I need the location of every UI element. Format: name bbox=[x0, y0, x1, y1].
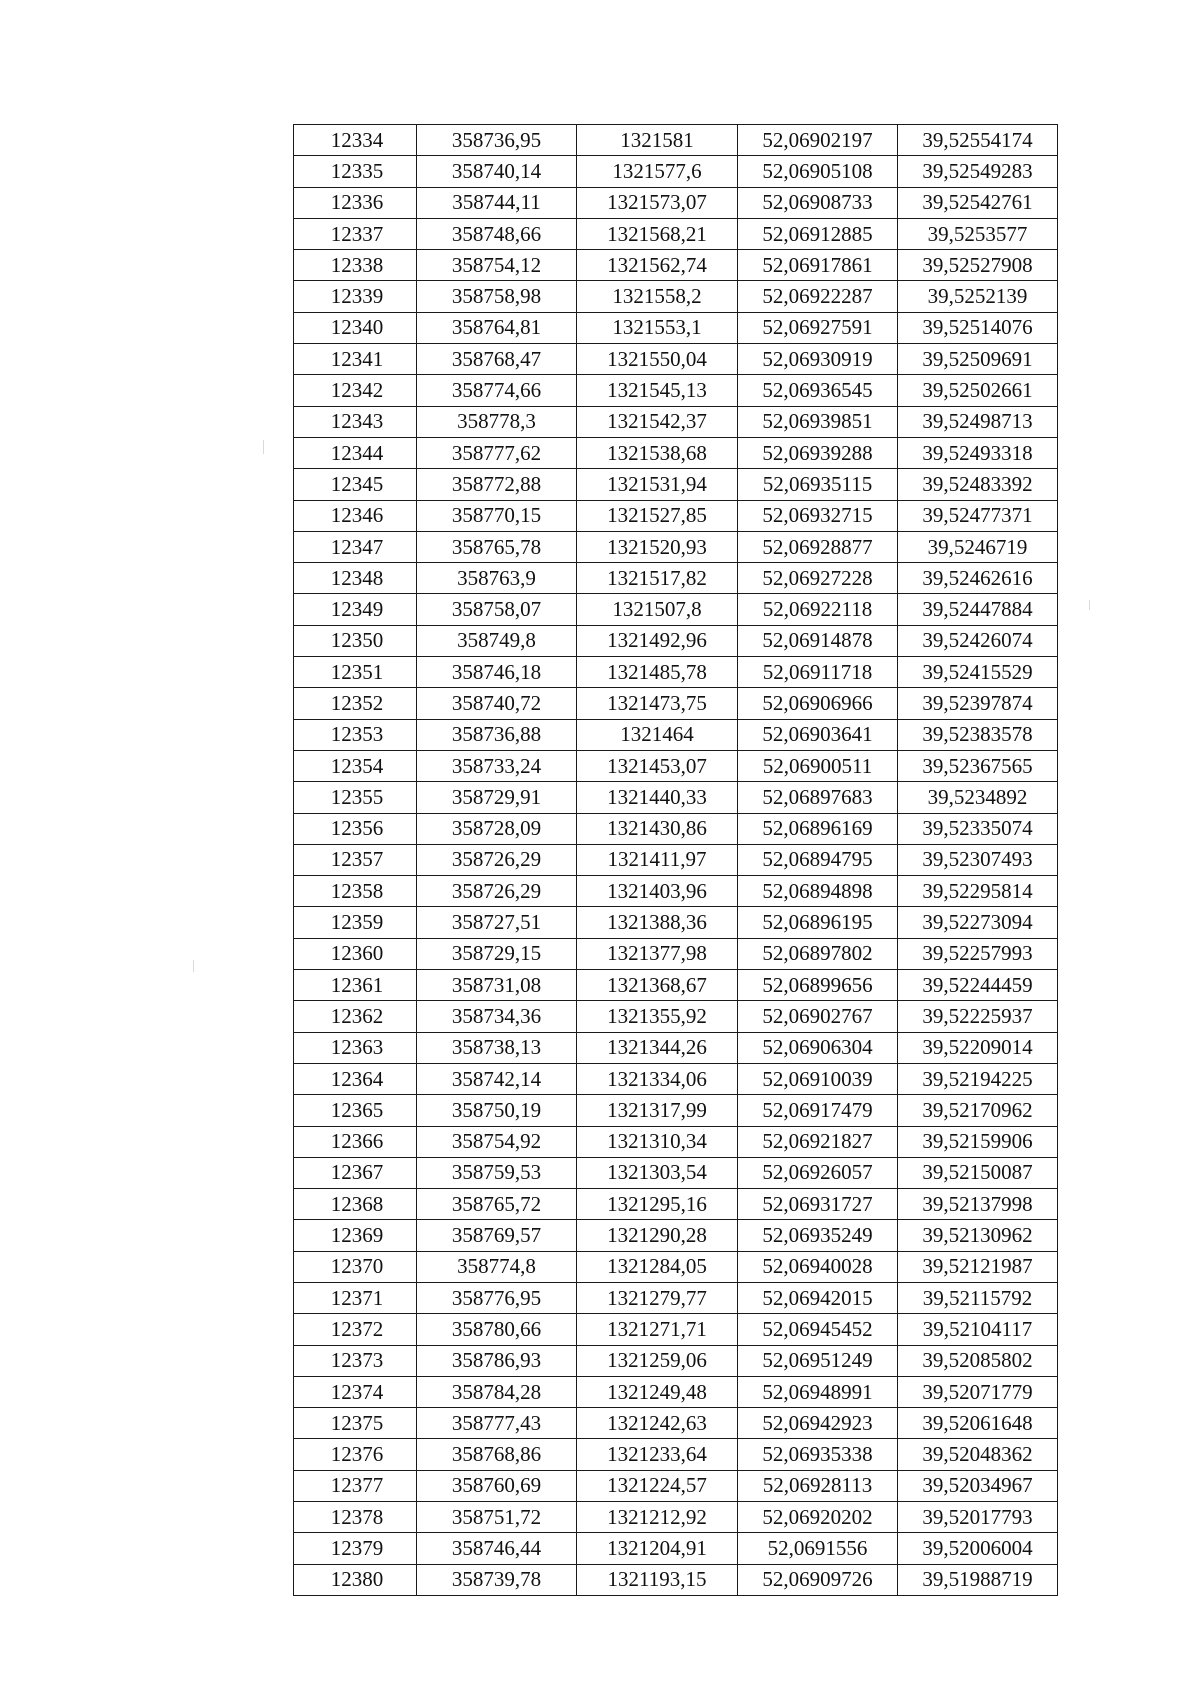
latitude-cell: 52,06927591 bbox=[738, 312, 898, 343]
y-coordinate-cell: 1321485,78 bbox=[577, 657, 738, 688]
y-coordinate-cell: 1321562,74 bbox=[577, 250, 738, 281]
point-number-cell: 12336 bbox=[294, 187, 417, 218]
table-row bbox=[294, 1126, 1058, 1157]
table-row bbox=[294, 1533, 1058, 1564]
table-row bbox=[294, 625, 1058, 656]
x-coordinate-cell: 358769,57 bbox=[417, 1220, 577, 1251]
y-coordinate-cell: 1321517,82 bbox=[577, 563, 738, 594]
point-number-cell: 12369 bbox=[294, 1220, 417, 1251]
latitude-cell: 52,06935115 bbox=[738, 469, 898, 500]
y-coordinate-cell: 1321259,06 bbox=[577, 1345, 738, 1376]
latitude-cell: 52,06905108 bbox=[738, 156, 898, 187]
y-coordinate-cell: 1321430,86 bbox=[577, 813, 738, 844]
longitude-cell: 39,52257993 bbox=[898, 938, 1058, 969]
x-coordinate-cell: 358759,53 bbox=[417, 1157, 577, 1188]
y-coordinate-cell: 1321577,6 bbox=[577, 156, 738, 187]
latitude-cell: 52,06912885 bbox=[738, 218, 898, 249]
point-number-cell: 12364 bbox=[294, 1063, 417, 1094]
longitude-cell: 39,52335074 bbox=[898, 813, 1058, 844]
point-number-cell: 12341 bbox=[294, 344, 417, 375]
y-coordinate-cell: 1321368,67 bbox=[577, 970, 738, 1001]
x-coordinate-cell: 358729,15 bbox=[417, 938, 577, 969]
latitude-cell: 52,06922118 bbox=[738, 594, 898, 625]
latitude-cell: 52,06902197 bbox=[738, 125, 898, 156]
table-row bbox=[294, 375, 1058, 406]
latitude-cell: 52,06903641 bbox=[738, 719, 898, 750]
table-row bbox=[294, 344, 1058, 375]
table-row bbox=[294, 1063, 1058, 1094]
point-number-cell: 12362 bbox=[294, 1001, 417, 1032]
point-number-cell: 12350 bbox=[294, 625, 417, 656]
longitude-cell: 39,52462616 bbox=[898, 563, 1058, 594]
latitude-cell: 52,06911718 bbox=[738, 657, 898, 688]
x-coordinate-cell: 358744,11 bbox=[417, 187, 577, 218]
x-coordinate-cell: 358760,69 bbox=[417, 1470, 577, 1501]
x-coordinate-cell: 358739,78 bbox=[417, 1564, 577, 1595]
table-row bbox=[294, 125, 1058, 156]
point-number-cell: 12356 bbox=[294, 813, 417, 844]
longitude-cell: 39,52170962 bbox=[898, 1095, 1058, 1126]
y-coordinate-cell: 1321317,99 bbox=[577, 1095, 738, 1126]
y-coordinate-cell: 1321558,2 bbox=[577, 281, 738, 312]
point-number-cell: 12373 bbox=[294, 1345, 417, 1376]
longitude-cell: 39,52426074 bbox=[898, 625, 1058, 656]
longitude-cell: 39,52104117 bbox=[898, 1314, 1058, 1345]
longitude-cell: 39,52071779 bbox=[898, 1376, 1058, 1407]
point-number-cell: 12357 bbox=[294, 844, 417, 875]
table-row bbox=[294, 500, 1058, 531]
scan-artifact-line bbox=[193, 960, 194, 972]
longitude-cell: 39,52509691 bbox=[898, 344, 1058, 375]
y-coordinate-cell: 1321212,92 bbox=[577, 1502, 738, 1533]
point-number-cell: 12334 bbox=[294, 125, 417, 156]
table-row bbox=[294, 1408, 1058, 1439]
longitude-cell: 39,52244459 bbox=[898, 970, 1058, 1001]
y-coordinate-cell: 1321242,63 bbox=[577, 1408, 738, 1439]
table-row bbox=[294, 594, 1058, 625]
latitude-cell: 52,06896195 bbox=[738, 907, 898, 938]
point-number-cell: 12358 bbox=[294, 876, 417, 907]
point-number-cell: 12346 bbox=[294, 500, 417, 531]
y-coordinate-cell: 1321411,97 bbox=[577, 844, 738, 875]
longitude-cell: 39,52295814 bbox=[898, 876, 1058, 907]
y-coordinate-cell: 1321388,36 bbox=[577, 907, 738, 938]
y-coordinate-cell: 1321550,04 bbox=[577, 344, 738, 375]
latitude-cell: 52,06908733 bbox=[738, 187, 898, 218]
y-coordinate-cell: 1321303,54 bbox=[577, 1157, 738, 1188]
table-row bbox=[294, 187, 1058, 218]
y-coordinate-cell: 1321492,96 bbox=[577, 625, 738, 656]
point-number-cell: 12379 bbox=[294, 1533, 417, 1564]
point-number-cell: 12338 bbox=[294, 250, 417, 281]
longitude-cell: 39,52017793 bbox=[898, 1502, 1058, 1533]
x-coordinate-cell: 358727,51 bbox=[417, 907, 577, 938]
y-coordinate-cell: 1321334,06 bbox=[577, 1063, 738, 1094]
point-number-cell: 12337 bbox=[294, 218, 417, 249]
x-coordinate-cell: 358774,66 bbox=[417, 375, 577, 406]
coordinates-table-body bbox=[294, 125, 1058, 1596]
latitude-cell: 52,06945452 bbox=[738, 1314, 898, 1345]
longitude-cell: 39,52061648 bbox=[898, 1408, 1058, 1439]
table-row bbox=[294, 907, 1058, 938]
x-coordinate-cell: 358776,95 bbox=[417, 1282, 577, 1313]
y-coordinate-cell: 1321553,1 bbox=[577, 312, 738, 343]
longitude-cell: 39,52194225 bbox=[898, 1063, 1058, 1094]
x-coordinate-cell: 358768,47 bbox=[417, 344, 577, 375]
point-number-cell: 12347 bbox=[294, 531, 417, 562]
table-row bbox=[294, 1282, 1058, 1313]
x-coordinate-cell: 358772,88 bbox=[417, 469, 577, 500]
y-coordinate-cell: 1321355,92 bbox=[577, 1001, 738, 1032]
latitude-cell: 52,06917861 bbox=[738, 250, 898, 281]
longitude-cell: 39,52034967 bbox=[898, 1470, 1058, 1501]
table-row bbox=[294, 1314, 1058, 1345]
x-coordinate-cell: 358770,15 bbox=[417, 500, 577, 531]
table-row bbox=[294, 156, 1058, 187]
table-row bbox=[294, 1251, 1058, 1282]
point-number-cell: 12348 bbox=[294, 563, 417, 594]
y-coordinate-cell: 1321377,98 bbox=[577, 938, 738, 969]
latitude-cell: 52,06897802 bbox=[738, 938, 898, 969]
table-row bbox=[294, 469, 1058, 500]
longitude-cell: 39,52137998 bbox=[898, 1189, 1058, 1220]
longitude-cell: 39,5253577 bbox=[898, 218, 1058, 249]
x-coordinate-cell: 358748,66 bbox=[417, 218, 577, 249]
point-number-cell: 12367 bbox=[294, 1157, 417, 1188]
x-coordinate-cell: 358778,3 bbox=[417, 406, 577, 437]
latitude-cell: 52,06902767 bbox=[738, 1001, 898, 1032]
latitude-cell: 52,06926057 bbox=[738, 1157, 898, 1188]
longitude-cell: 39,52502661 bbox=[898, 375, 1058, 406]
longitude-cell: 39,52130962 bbox=[898, 1220, 1058, 1251]
longitude-cell: 39,5252139 bbox=[898, 281, 1058, 312]
coordinates-table bbox=[293, 124, 1058, 1596]
longitude-cell: 39,5234892 bbox=[898, 782, 1058, 813]
y-coordinate-cell: 1321473,75 bbox=[577, 688, 738, 719]
y-coordinate-cell: 1321249,48 bbox=[577, 1376, 738, 1407]
latitude-cell: 52,06920202 bbox=[738, 1502, 898, 1533]
latitude-cell: 52,06948991 bbox=[738, 1376, 898, 1407]
latitude-cell: 52,06928113 bbox=[738, 1470, 898, 1501]
longitude-cell: 39,52150087 bbox=[898, 1157, 1058, 1188]
table-row bbox=[294, 844, 1058, 875]
table-row bbox=[294, 657, 1058, 688]
point-number-cell: 12355 bbox=[294, 782, 417, 813]
latitude-cell: 52,06897683 bbox=[738, 782, 898, 813]
scan-artifact-line bbox=[263, 440, 264, 454]
table-row bbox=[294, 876, 1058, 907]
table-row bbox=[294, 563, 1058, 594]
y-coordinate-cell: 1321520,93 bbox=[577, 531, 738, 562]
longitude-cell: 39,52307493 bbox=[898, 844, 1058, 875]
latitude-cell: 52,06942923 bbox=[738, 1408, 898, 1439]
table-row bbox=[294, 970, 1058, 1001]
point-number-cell: 12363 bbox=[294, 1032, 417, 1063]
latitude-cell: 52,06942015 bbox=[738, 1282, 898, 1313]
x-coordinate-cell: 358750,19 bbox=[417, 1095, 577, 1126]
y-coordinate-cell: 1321531,94 bbox=[577, 469, 738, 500]
x-coordinate-cell: 358780,66 bbox=[417, 1314, 577, 1345]
longitude-cell: 39,52159906 bbox=[898, 1126, 1058, 1157]
point-number-cell: 12353 bbox=[294, 719, 417, 750]
longitude-cell: 39,52514076 bbox=[898, 312, 1058, 343]
point-number-cell: 12377 bbox=[294, 1470, 417, 1501]
point-number-cell: 12372 bbox=[294, 1314, 417, 1345]
x-coordinate-cell: 358736,88 bbox=[417, 719, 577, 750]
x-coordinate-cell: 358738,13 bbox=[417, 1032, 577, 1063]
table-row bbox=[294, 782, 1058, 813]
table-row bbox=[294, 750, 1058, 781]
latitude-cell: 52,06951249 bbox=[738, 1345, 898, 1376]
point-number-cell: 12376 bbox=[294, 1439, 417, 1470]
table-row bbox=[294, 1032, 1058, 1063]
x-coordinate-cell: 358728,09 bbox=[417, 813, 577, 844]
y-coordinate-cell: 1321193,15 bbox=[577, 1564, 738, 1595]
table-row bbox=[294, 1095, 1058, 1126]
longitude-cell: 39,51988719 bbox=[898, 1564, 1058, 1595]
point-number-cell: 12378 bbox=[294, 1502, 417, 1533]
point-number-cell: 12365 bbox=[294, 1095, 417, 1126]
x-coordinate-cell: 358764,81 bbox=[417, 312, 577, 343]
x-coordinate-cell: 358754,12 bbox=[417, 250, 577, 281]
latitude-cell: 52,06936545 bbox=[738, 375, 898, 406]
y-coordinate-cell: 1321290,28 bbox=[577, 1220, 738, 1251]
longitude-cell: 39,52554174 bbox=[898, 125, 1058, 156]
table-row bbox=[294, 250, 1058, 281]
table-row bbox=[294, 1189, 1058, 1220]
y-coordinate-cell: 1321573,07 bbox=[577, 187, 738, 218]
latitude-cell: 52,06928877 bbox=[738, 531, 898, 562]
point-number-cell: 12361 bbox=[294, 970, 417, 1001]
latitude-cell: 52,06894795 bbox=[738, 844, 898, 875]
longitude-cell: 39,52527908 bbox=[898, 250, 1058, 281]
x-coordinate-cell: 358765,78 bbox=[417, 531, 577, 562]
longitude-cell: 39,52006004 bbox=[898, 1533, 1058, 1564]
table-row bbox=[294, 1345, 1058, 1376]
x-coordinate-cell: 358746,44 bbox=[417, 1533, 577, 1564]
longitude-cell: 39,52115792 bbox=[898, 1282, 1058, 1313]
table-row bbox=[294, 406, 1058, 437]
table-row bbox=[294, 218, 1058, 249]
longitude-cell: 39,52447884 bbox=[898, 594, 1058, 625]
longitude-cell: 39,52493318 bbox=[898, 437, 1058, 468]
table-row bbox=[294, 1001, 1058, 1032]
y-coordinate-cell: 1321527,85 bbox=[577, 500, 738, 531]
point-number-cell: 12360 bbox=[294, 938, 417, 969]
latitude-cell: 52,06930919 bbox=[738, 344, 898, 375]
latitude-cell: 52,06914878 bbox=[738, 625, 898, 656]
latitude-cell: 52,06909726 bbox=[738, 1564, 898, 1595]
table-row bbox=[294, 312, 1058, 343]
longitude-cell: 39,52477371 bbox=[898, 500, 1058, 531]
point-number-cell: 12339 bbox=[294, 281, 417, 312]
point-number-cell: 12335 bbox=[294, 156, 417, 187]
x-coordinate-cell: 358758,07 bbox=[417, 594, 577, 625]
x-coordinate-cell: 358754,92 bbox=[417, 1126, 577, 1157]
x-coordinate-cell: 358740,72 bbox=[417, 688, 577, 719]
latitude-cell: 52,06900511 bbox=[738, 750, 898, 781]
x-coordinate-cell: 358740,14 bbox=[417, 156, 577, 187]
table-row bbox=[294, 1376, 1058, 1407]
table-row bbox=[294, 1470, 1058, 1501]
latitude-cell: 52,06940028 bbox=[738, 1251, 898, 1282]
point-number-cell: 12371 bbox=[294, 1282, 417, 1313]
latitude-cell: 52,06935249 bbox=[738, 1220, 898, 1251]
point-number-cell: 12366 bbox=[294, 1126, 417, 1157]
y-coordinate-cell: 1321233,64 bbox=[577, 1439, 738, 1470]
y-coordinate-cell: 1321284,05 bbox=[577, 1251, 738, 1282]
latitude-cell: 52,06917479 bbox=[738, 1095, 898, 1126]
latitude-cell: 52,06927228 bbox=[738, 563, 898, 594]
x-coordinate-cell: 358777,43 bbox=[417, 1408, 577, 1439]
y-coordinate-cell: 1321279,77 bbox=[577, 1282, 738, 1313]
table-row bbox=[294, 1564, 1058, 1595]
y-coordinate-cell: 1321224,57 bbox=[577, 1470, 738, 1501]
table-row bbox=[294, 1502, 1058, 1533]
y-coordinate-cell: 1321464 bbox=[577, 719, 738, 750]
point-number-cell: 12352 bbox=[294, 688, 417, 719]
x-coordinate-cell: 358734,36 bbox=[417, 1001, 577, 1032]
longitude-cell: 39,52209014 bbox=[898, 1032, 1058, 1063]
table-row bbox=[294, 531, 1058, 562]
table-row bbox=[294, 719, 1058, 750]
table-row bbox=[294, 938, 1058, 969]
longitude-cell: 39,52549283 bbox=[898, 156, 1058, 187]
y-coordinate-cell: 1321581 bbox=[577, 125, 738, 156]
x-coordinate-cell: 358774,8 bbox=[417, 1251, 577, 1282]
point-number-cell: 12380 bbox=[294, 1564, 417, 1595]
longitude-cell: 39,52121987 bbox=[898, 1251, 1058, 1282]
longitude-cell: 39,52367565 bbox=[898, 750, 1058, 781]
point-number-cell: 12370 bbox=[294, 1251, 417, 1282]
x-coordinate-cell: 358726,29 bbox=[417, 876, 577, 907]
x-coordinate-cell: 358746,18 bbox=[417, 657, 577, 688]
y-coordinate-cell: 1321507,8 bbox=[577, 594, 738, 625]
x-coordinate-cell: 358786,93 bbox=[417, 1345, 577, 1376]
point-number-cell: 12375 bbox=[294, 1408, 417, 1439]
x-coordinate-cell: 358729,91 bbox=[417, 782, 577, 813]
latitude-cell: 52,06935338 bbox=[738, 1439, 898, 1470]
y-coordinate-cell: 1321271,71 bbox=[577, 1314, 738, 1345]
table-row bbox=[294, 688, 1058, 719]
point-number-cell: 12374 bbox=[294, 1376, 417, 1407]
longitude-cell: 39,52498713 bbox=[898, 406, 1058, 437]
latitude-cell: 52,06939851 bbox=[738, 406, 898, 437]
y-coordinate-cell: 1321440,33 bbox=[577, 782, 738, 813]
longitude-cell: 39,52542761 bbox=[898, 187, 1058, 218]
longitude-cell: 39,52085802 bbox=[898, 1345, 1058, 1376]
x-coordinate-cell: 358763,9 bbox=[417, 563, 577, 594]
point-number-cell: 12344 bbox=[294, 437, 417, 468]
table-row bbox=[294, 1220, 1058, 1251]
latitude-cell: 52,06906966 bbox=[738, 688, 898, 719]
table-row bbox=[294, 437, 1058, 468]
latitude-cell: 52,06921827 bbox=[738, 1126, 898, 1157]
point-number-cell: 12349 bbox=[294, 594, 417, 625]
x-coordinate-cell: 358765,72 bbox=[417, 1189, 577, 1220]
point-number-cell: 12368 bbox=[294, 1189, 417, 1220]
point-number-cell: 12343 bbox=[294, 406, 417, 437]
latitude-cell: 52,06931727 bbox=[738, 1189, 898, 1220]
y-coordinate-cell: 1321453,07 bbox=[577, 750, 738, 781]
point-number-cell: 12345 bbox=[294, 469, 417, 500]
point-number-cell: 12340 bbox=[294, 312, 417, 343]
point-number-cell: 12351 bbox=[294, 657, 417, 688]
y-coordinate-cell: 1321538,68 bbox=[577, 437, 738, 468]
y-coordinate-cell: 1321204,91 bbox=[577, 1533, 738, 1564]
latitude-cell: 52,06906304 bbox=[738, 1032, 898, 1063]
latitude-cell: 52,06896169 bbox=[738, 813, 898, 844]
x-coordinate-cell: 358784,28 bbox=[417, 1376, 577, 1407]
longitude-cell: 39,52383578 bbox=[898, 719, 1058, 750]
latitude-cell: 52,06939288 bbox=[738, 437, 898, 468]
x-coordinate-cell: 358742,14 bbox=[417, 1063, 577, 1094]
longitude-cell: 39,5246719 bbox=[898, 531, 1058, 562]
latitude-cell: 52,06894898 bbox=[738, 876, 898, 907]
x-coordinate-cell: 358768,86 bbox=[417, 1439, 577, 1470]
table-row bbox=[294, 1157, 1058, 1188]
x-coordinate-cell: 358736,95 bbox=[417, 125, 577, 156]
table-row bbox=[294, 1439, 1058, 1470]
point-number-cell: 12354 bbox=[294, 750, 417, 781]
latitude-cell: 52,0691556 bbox=[738, 1533, 898, 1564]
table-row bbox=[294, 281, 1058, 312]
point-number-cell: 12342 bbox=[294, 375, 417, 406]
y-coordinate-cell: 1321344,26 bbox=[577, 1032, 738, 1063]
y-coordinate-cell: 1321542,37 bbox=[577, 406, 738, 437]
y-coordinate-cell: 1321403,96 bbox=[577, 876, 738, 907]
latitude-cell: 52,06899656 bbox=[738, 970, 898, 1001]
latitude-cell: 52,06922287 bbox=[738, 281, 898, 312]
scan-artifact-line bbox=[1089, 600, 1090, 610]
longitude-cell: 39,52048362 bbox=[898, 1439, 1058, 1470]
y-coordinate-cell: 1321310,34 bbox=[577, 1126, 738, 1157]
x-coordinate-cell: 358749,8 bbox=[417, 625, 577, 656]
x-coordinate-cell: 358731,08 bbox=[417, 970, 577, 1001]
longitude-cell: 39,52415529 bbox=[898, 657, 1058, 688]
x-coordinate-cell: 358777,62 bbox=[417, 437, 577, 468]
longitude-cell: 39,52397874 bbox=[898, 688, 1058, 719]
y-coordinate-cell: 1321545,13 bbox=[577, 375, 738, 406]
longitude-cell: 39,52273094 bbox=[898, 907, 1058, 938]
longitude-cell: 39,52225937 bbox=[898, 1001, 1058, 1032]
point-number-cell: 12359 bbox=[294, 907, 417, 938]
y-coordinate-cell: 1321568,21 bbox=[577, 218, 738, 249]
latitude-cell: 52,06910039 bbox=[738, 1063, 898, 1094]
table-row bbox=[294, 813, 1058, 844]
x-coordinate-cell: 358758,98 bbox=[417, 281, 577, 312]
x-coordinate-cell: 358726,29 bbox=[417, 844, 577, 875]
y-coordinate-cell: 1321295,16 bbox=[577, 1189, 738, 1220]
x-coordinate-cell: 358733,24 bbox=[417, 750, 577, 781]
longitude-cell: 39,52483392 bbox=[898, 469, 1058, 500]
latitude-cell: 52,06932715 bbox=[738, 500, 898, 531]
x-coordinate-cell: 358751,72 bbox=[417, 1502, 577, 1533]
